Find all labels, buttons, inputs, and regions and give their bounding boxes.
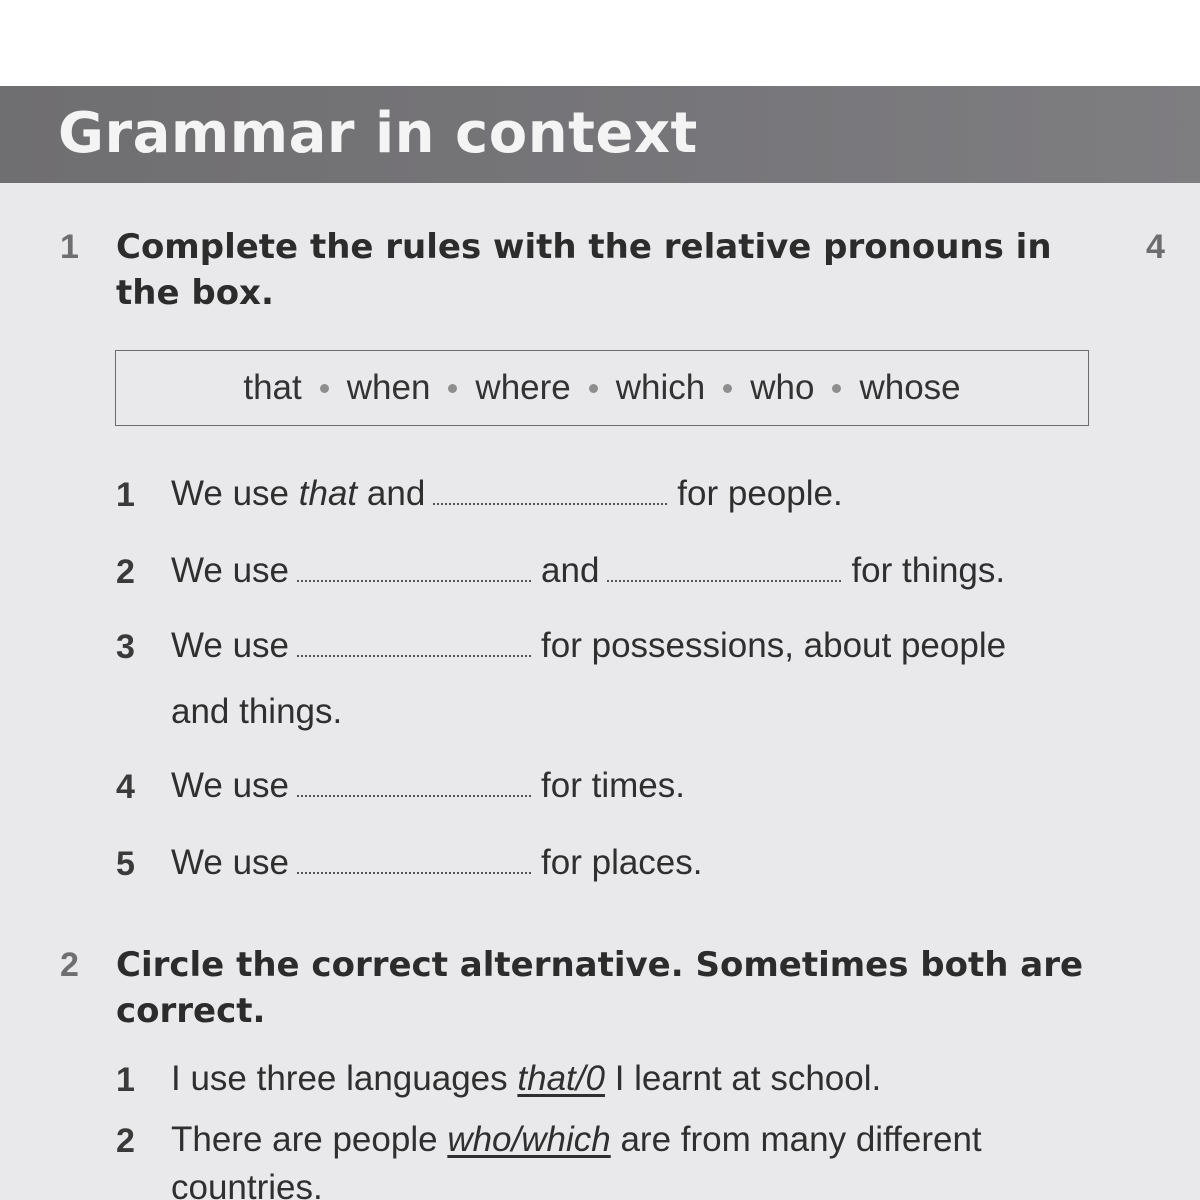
exercise-1-number: 1 (60, 228, 79, 266)
rule-4-line (171, 766, 685, 806)
sentence-2-continuation: countries. (171, 1168, 323, 1200)
sentence-text: I use three languages (171, 1059, 508, 1098)
bullet-dot (448, 384, 457, 393)
sentence-2-number: 2 (116, 1122, 135, 1160)
rule-text: We use (171, 843, 290, 882)
rule-1-number: 1 (116, 476, 135, 514)
exercise-2-number: 2 (60, 946, 79, 984)
sentence-text: I learnt at school. (614, 1059, 882, 1098)
exercise-2-instruction: Circle the correct alternative. Sometimes both are correct. (116, 945, 1084, 1031)
sentence-2-line (171, 1120, 982, 1160)
rule-text: for people. (677, 474, 843, 513)
box-word: who (750, 368, 815, 407)
rule-5-line (171, 843, 703, 883)
rule-3-line (171, 626, 1006, 666)
rule-text: and (366, 474, 426, 513)
box-word: which (615, 368, 706, 407)
rule-text: We use (171, 766, 290, 805)
rule-text: for places. (541, 843, 703, 882)
answer-blank[interactable] (607, 576, 841, 582)
rule-4-number: 4 (116, 768, 135, 806)
rule-text: We use (171, 474, 290, 513)
rule-text: for possessions, about people (541, 626, 1007, 665)
answer-blank[interactable] (297, 651, 531, 657)
rule-5-number: 5 (116, 845, 135, 883)
rule-2-number: 2 (116, 553, 135, 591)
rule-3-number: 3 (116, 628, 135, 666)
rule-text: We use (171, 626, 290, 665)
answer-blank[interactable] (297, 791, 531, 797)
worksheet-page (0, 86, 1200, 1200)
bullet-dot (589, 384, 598, 393)
rule-text: We use (171, 551, 290, 590)
rule-text: and (541, 551, 600, 590)
rule-2-line (171, 551, 1005, 591)
section-title: Grammar in context (58, 101, 698, 166)
rule-3-continuation: and things. (171, 692, 343, 731)
sentence-text: There are people (171, 1120, 438, 1159)
bullet-dot (832, 384, 841, 393)
bullet-dot (320, 384, 329, 393)
exercise-1-instruction: Complete the rules with the relative pronouns in the box. (116, 227, 1052, 313)
sentence-text: are from many different (620, 1120, 982, 1159)
answer-blank[interactable] (297, 868, 531, 874)
sentence-1-line (171, 1059, 881, 1099)
rule-1-line (171, 474, 843, 514)
box-word: that (243, 368, 302, 407)
answer-blank[interactable] (433, 499, 667, 505)
rule-text: for times. (541, 766, 685, 805)
sentence-1-number: 1 (116, 1061, 135, 1099)
box-word: whose (859, 368, 961, 407)
rule-example-word: that (298, 474, 358, 513)
box-word: where (475, 368, 571, 407)
word-box (115, 350, 1089, 426)
box-word: when (346, 368, 431, 407)
alternatives-choice[interactable]: who/which (447, 1120, 611, 1159)
bullet-dot (723, 384, 732, 393)
section-header (0, 86, 1200, 183)
answer-blank[interactable] (297, 576, 531, 582)
side-exercise-number: 4 (1146, 228, 1165, 266)
alternatives-choice[interactable]: that/0 (517, 1059, 605, 1098)
rule-text: for things. (851, 551, 1006, 590)
